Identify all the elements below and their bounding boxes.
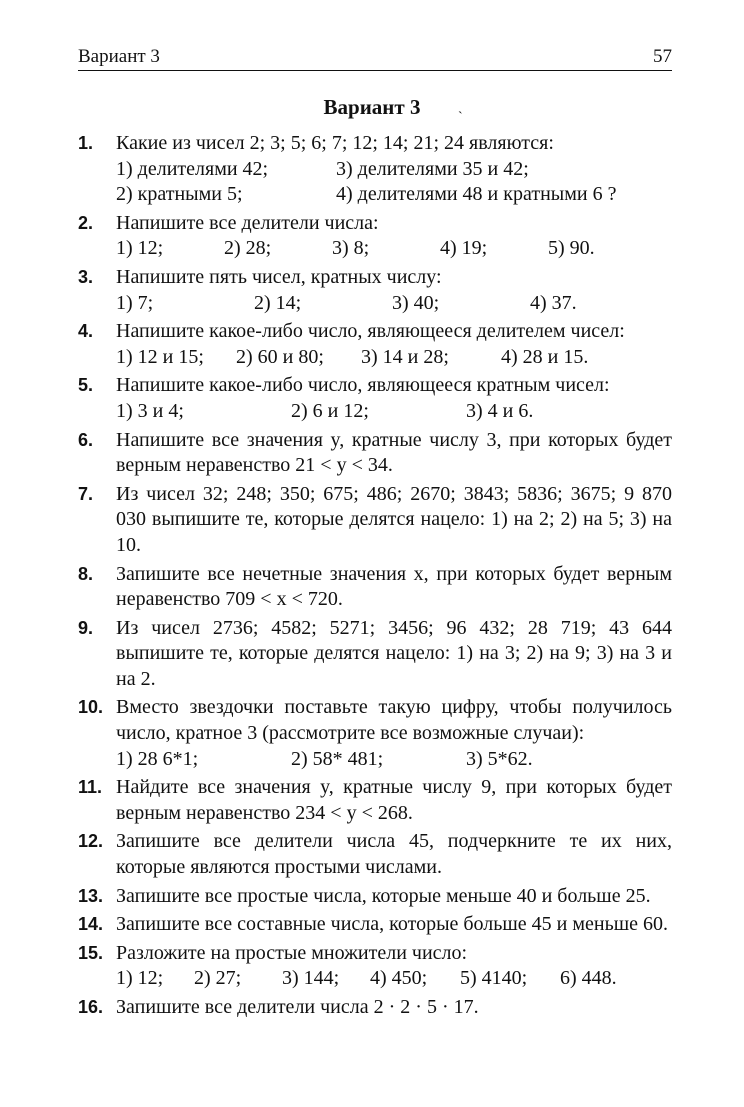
problem-11	[78, 775, 672, 826]
option: 4) 19;	[440, 237, 488, 260]
option: 2) 27;	[194, 967, 242, 990]
option: 1) 12;	[116, 237, 164, 260]
option: 4) 450;	[370, 967, 428, 990]
problem-text: Запишите все делители числа 45, подчеркните те их них, которые являются простыми числами.	[116, 830, 672, 879]
problem-list	[78, 131, 672, 1021]
option: 4) 28 и 15.	[501, 345, 589, 368]
option: 1) 12;	[116, 967, 164, 990]
problem-1	[78, 131, 672, 208]
problem-text: Напишите все делители числа:	[116, 211, 379, 234]
problem-number: 1.	[78, 133, 94, 153]
problem-4	[78, 319, 672, 370]
problem-options	[116, 291, 672, 317]
problem-number: 16.	[78, 997, 104, 1017]
problem-text: Запишите все нечетные значения x, при которых будет верным неравенство 709 < x < 720.	[116, 562, 672, 611]
option: 4) делителями 48 и кратными 6 ?	[336, 183, 617, 206]
option: 3) 40;	[392, 291, 440, 314]
problem-text: Запишите все составные числа, которые больше 45 и меньше 60.	[116, 913, 669, 936]
option: 2) 6 и 12;	[291, 399, 369, 422]
option: 5) 4140;	[460, 967, 528, 990]
section-title: Вариант 3	[323, 95, 421, 119]
problem-number: 7.	[78, 483, 94, 504]
option: 2) 58* 481;	[291, 747, 384, 770]
problem-number: 13.	[78, 885, 104, 906]
problem-text: Напишите все значения y, кратные числу 3, при которых будет верным неравенство 21 < y < 34.	[116, 428, 672, 477]
problem-14	[78, 912, 672, 938]
problem-options	[116, 966, 672, 992]
option: 2) кратными 5;	[116, 183, 243, 206]
problem-text: Какие из чисел 2; 3; 5; 6; 7; 12; 14; 21; 24 являются:	[116, 132, 554, 154]
page-header	[78, 46, 672, 71]
problem-number: 3.	[78, 266, 94, 287]
problem-text: Из чисел 2736; 4582; 5271; 3456; 96 432; 28 719; 43 644 выпишите те, которые делятся нацело: 1) на 3; 2) на 9; 3) на 3 и на 2.	[116, 616, 672, 690]
option: 1) 28 6*1;	[116, 747, 199, 770]
problem-options	[116, 399, 672, 425]
problem-number: 2.	[78, 212, 94, 233]
problem-text: Разложите на простые множители число:	[116, 941, 468, 964]
option: 5) 90.	[548, 237, 595, 260]
problem-13	[78, 884, 672, 910]
problem-5	[78, 373, 672, 424]
problem-options	[116, 157, 672, 183]
problem-number: 15.	[78, 942, 104, 963]
problem-16	[78, 995, 672, 1021]
problem-2	[78, 211, 672, 262]
option: 1) 12 и 15;	[116, 345, 204, 368]
option: 4) 37.	[530, 291, 577, 314]
option: 3) 144;	[282, 967, 340, 990]
problem-number: 12.	[78, 831, 104, 852]
problem-options	[116, 236, 672, 262]
problem-12	[78, 829, 672, 880]
running-title: Вариант 3	[78, 46, 160, 67]
problem-text: Запишите все делители числа 2 · 2 · 5 · 17.	[116, 996, 479, 1018]
problem-text: Запишите все простые числа, которые меньше 40 и больше 25.	[116, 884, 651, 907]
problem-text: Вместо звездочки поставьте такую цифру, чтобы получилось число, кратное 3 (рассмотрите все возможные случаи):	[116, 696, 672, 745]
problem-9	[78, 616, 672, 693]
option: 6) 448.	[560, 967, 617, 990]
stray-mark: `	[458, 110, 463, 125]
problem-number: 8.	[78, 563, 94, 584]
problem-3	[78, 265, 672, 316]
option: 1) делителями 42;	[116, 157, 269, 180]
problem-options	[116, 747, 672, 773]
option: 1) 3 и 4;	[116, 399, 184, 422]
option: 2) 60 и 80;	[236, 345, 324, 368]
problem-6	[78, 428, 672, 479]
option: 2) 14;	[254, 291, 302, 314]
problem-text: Найдите все значения y, кратные числу 9, при которых будет верным неравенство 234 < y < 268.	[116, 776, 672, 824]
option: 3) 5*62.	[466, 747, 533, 770]
problem-text: Из чисел 32; 248; 350; 675; 486; 2670; 3843; 5836; 3675; 9 870 030 выпишите те, которые делятся нацело: 1) на 2; 2) на 5; 3) на 10.	[116, 482, 672, 556]
problem-15	[78, 941, 672, 992]
option: 2) 28;	[224, 237, 272, 260]
problem-options	[116, 345, 672, 371]
page-number: 57	[653, 46, 672, 67]
problem-text: Напишите какое-либо число, являющееся делителем чисел:	[116, 320, 625, 343]
problem-number: 6.	[78, 429, 94, 450]
option: 3) 4 и 6.	[466, 399, 534, 422]
problem-options	[116, 182, 672, 208]
problem-number: 9.	[78, 617, 94, 638]
problem-10	[78, 695, 672, 772]
option: 3) 8;	[332, 237, 370, 260]
problem-number: 11.	[78, 777, 103, 798]
problem-8	[78, 562, 672, 613]
option: 3) 14 и 28;	[361, 345, 449, 368]
problem-number: 4.	[78, 321, 94, 342]
option: 3) делителями 35 и 42;	[336, 157, 529, 180]
problem-number: 10.	[78, 697, 104, 718]
option: 1) 7;	[116, 291, 154, 314]
problem-7	[78, 482, 672, 559]
problem-number: 5.	[78, 375, 94, 396]
problem-number: 14.	[78, 914, 104, 935]
problem-text: Напишите пять чисел, кратных числу:	[116, 265, 442, 288]
problem-text: Напишите какое-либо число, являющееся кратным чисел:	[116, 374, 610, 397]
